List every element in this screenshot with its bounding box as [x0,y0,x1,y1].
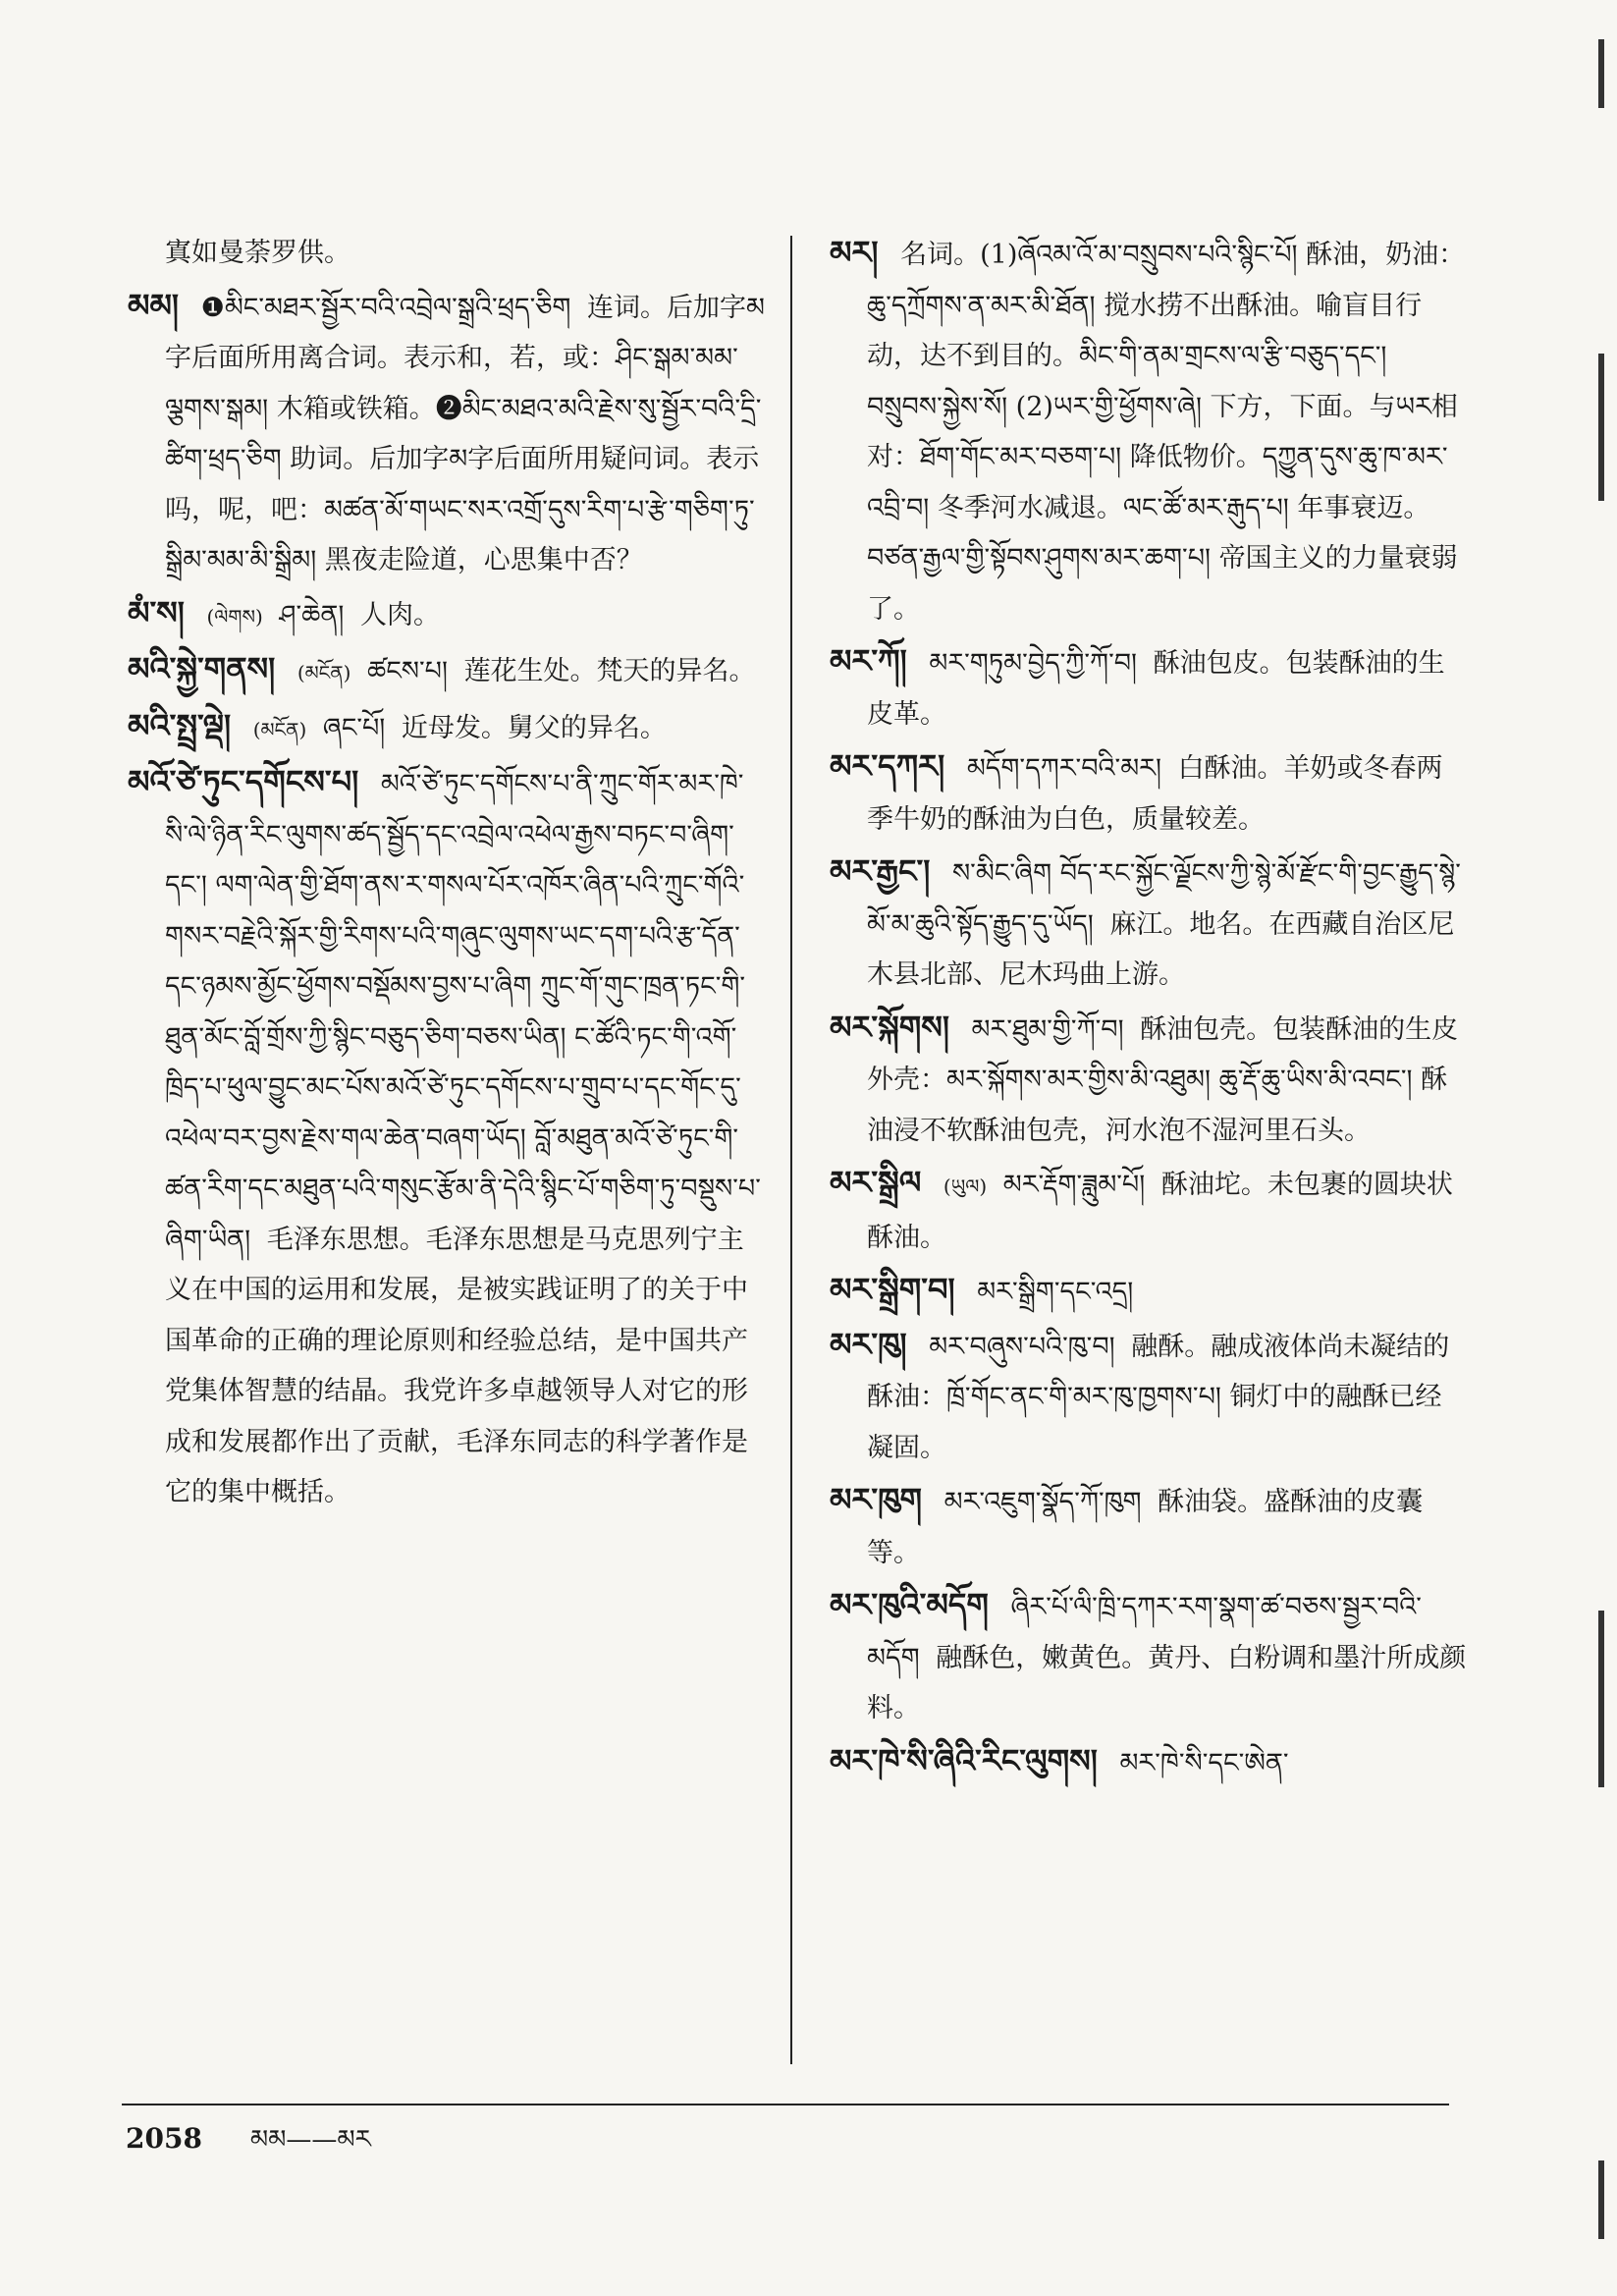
entry-headword: མའི་སྐྱེ་གནས། [128,650,276,687]
entry-headword: མར་སྐོགས། [830,1008,949,1046]
left-column [128,228,766,1520]
entry-tibetan-definition: མར་ཐུམ་གྱི་ཀོ་བ། [971,1013,1124,1045]
entry-chinese-definition: 名词。(1)ཞོའམ་འོ་མ་བསྲུབས་པའི་སྙིང་པོ། 酥油，奶油：ཆུ་དཀྲོགས་ན་མར་མི་ཐོན། 搅水捞不出酥油。喻盲目行动，达不到目的。མིང་གི་ནམ་གྲངས་ལ་རྩི་བཅུད་དང་། བསྲུབས་སྐྱེས་སོ། (2)ཡར་གྱི་ཕྱོགས་ཞེ། 下方，下面。与ཡར相对：ཐོག་གོང་མར་བཅག་པ། 降低物价。དཀྱུན་དུས་ཆུ་ཁ་མར་འབྲི་བ། 冬季河水减退。ལང་ཚོ་མར་རྒུད་པ། 年事衰迈。བཙན་རྒྱལ་གྱི་སྟོབས་ཤུགས་མར་ཆག་པ། 帝国主义的力量衰弱了。 [867,240,1466,625]
entry-tibetan-definition: ས་མིང་ཞིག བོད་རང་སྐྱོང་ལྗོངས་ཀྱི་སྙེ་མོ་རྫོང་གི་བྱང་རྒྱུད་སྙེ་མོ་མ་ཆུའི་སྟོད་རྒྱུད་དུ་ཡོད། [867,858,1461,940]
entry-chinese-definition: 酥油坨。未包裹的圆块状酥油。 [867,1170,1453,1253]
footer-rule [122,2104,1449,2105]
entry-headword: མར་སྒྲིག་བ། [830,1271,955,1308]
entry-tibetan-definition: མདོག་དཀར་བའི་མར། [966,753,1161,784]
dictionary-entry [830,1158,1468,1263]
dictionary-entry [830,1580,1468,1734]
entry-chinese-definition: 麻江。地名。在西藏自治区尼木县北部、尼木玛曲上游。 [867,908,1455,990]
entry-chinese-definition: 融酥。融成液体尚未凝结的酥油：ཁྲོ་གོང་ནང་གི་མར་ཁུ་ཁྱགས་པ། 铜灯中的融酥已经凝固。 [867,1331,1450,1463]
entry-tibetan-definition: ཞང་པོ། [322,712,386,743]
entry-headword: མཾ་ས། [128,593,185,631]
entry-headword: མར་ཁུའི་མདོག [830,1586,989,1623]
dictionary-entry [830,1475,1468,1578]
dictionary-entry [830,847,1468,1001]
dictionary-entry [128,281,766,586]
entry-chinese-definition: 莲花生处。梵天的异名。 [463,656,756,686]
entry-headword: མམ། [128,286,180,324]
entry-headword: མར་རྒྱང་། [830,852,931,890]
page-footer [126,2111,371,2183]
dictionary-entry [128,588,766,643]
dictionary-entry [128,757,766,1518]
column-divider [790,236,792,2064]
entry-tibetan-definition: མར་རྡོག་ཟླུམ་པོ། [1002,1170,1146,1200]
entry-chinese-definition: 白酥油。羊奶或冬春两季牛奶的酥油为白色，质量较差。 [867,753,1443,835]
dictionary-entry [830,1265,1468,1318]
entry-source-tag: (མངོན) [252,717,307,741]
dictionary-entry [830,636,1468,739]
entry-headword: མར། [830,234,879,271]
entry-headword: མར་ཁུག [830,1481,923,1518]
dictionary-entry [128,228,766,279]
entry-headword: མར་ཀོ། [830,642,907,680]
dictionary-entry [830,741,1468,845]
entry-tibetan-definition: མར་སྒྲིག་དང་འདྲ། [977,1277,1134,1307]
entry-headword: མར་སྒྲིལ [830,1164,922,1201]
entry-tibetan-definition: མར་འཇུག་སྣོད་ཀོ་ཁུག [943,1487,1142,1517]
entry-chinese-definition: 融酥色，嫩黄色。黄丹、白粉调和墨汁所成颜料。 [867,1642,1467,1723]
entry-headword: མར་ཁེ་སི་ཞིའི་རིང་ལུགས། [830,1741,1098,1779]
entry-chinese-definition: 酥油袋。盛酥油的皮囊等。 [867,1487,1424,1568]
entry-tibetan-definition: མར་གཏུམ་བྱེད་ཀྱི་ཀོ་བ། [929,648,1138,679]
entry-tibetan-definition: མའོ་ཙེ་ཏུང་དགོངས་པ་ནི་ཀྲུང་གོར་མར་ཁེ་སི་ལེ་ཉིན་རིང་ལུགས་ཚད་སྦྱོད་དང་འབྲེལ་འཕེལ་རྒྱས་བཏང་བ་ཞིག་དང་། ལག་ལེན་གྱི་ཐོག་ནས་ར་གསལ་པོར་འཁོར་ཞིན་པའི་ཀྲུང་གོའི་གསར་བརྗེའི་སྐོར་གྱི་རིགས་པའི་གཞུང་ལུགས་ཡང་དག་པའི་རྩ་དོན་དང་ཉམས་མྱོང་ཕྱོགས་བསྡོམས་བྱས་པ་ཞིག ཀྲུང་གོ་གུང་ཁྲན་ཏང་གི་ཐུན་མོང་བློ་གྲོས་ཀྱི་སྙིང་བཅུད་ཅིག་བཅས་ཡིན། ང་ཚོའི་ཏང་གི་འགོ་ཁྲིད་པ་ཕུལ་བྱུང་མང་པོས་མའོ་ཙེ་ཏུང་དགོངས་པ་གྲུབ་པ་དང་གོང་དུ་འཕེལ་བར་བྱས་རྗེས་གལ་ཆེན་བཞག་ཡོད། བློ་མཐུན་མའོ་ཙེ་ཏུང་གི་ཚན་རིག་དང་མཐུན་པའི་གསུང་རྩོམ་ནི་དེའི་སྙིང་པོ་གཅིག་ཏུ་བསྡུས་པ་ཞིག་ཡིན། [165,769,761,1255]
dictionary-entry [830,228,1468,634]
entry-tibetan-definition: ཞིར་པོ་ལི་ཁྲི་དཀར་རག་སྣག་ཚ་བཅས་སྦྱར་བའི་མདོག [867,1592,1422,1673]
entry-headword: མར་ཁུ། [830,1325,907,1363]
entry-chinese-definition: 人肉。 [359,599,440,630]
entry-chinese-definition: 近母发。舅父的异名。 [401,712,667,743]
entry-tibetan-definition: མར་ཁེ་སི་དང་ཨེན་ [1119,1747,1289,1778]
entry-chinese-definition: 酥油包皮。包装酥油的生皮革。 [867,648,1445,730]
dictionary-entry [830,1736,1468,1789]
entry-headword: མའི་སྤྲ་ལྡེ། [128,706,232,744]
dictionary-entry [128,701,766,756]
entry-tibetan-definition: ཚངས་པ། [366,656,448,686]
entry-tibetan-definition: མར་བཞུས་པའི་ཁུ་བ། [929,1331,1115,1362]
entry-source-tag: (ཡུལ) [943,1175,988,1198]
dictionary-entry [128,644,766,699]
right-column [830,228,1468,1790]
entry-source-tag: (ལེགས) [206,604,263,629]
page-range: མམ——མར [249,2125,371,2155]
entry-headword: མའོ་ཙེ་ཏུང་དགོངས་པ། [128,763,359,800]
entry-source-tag: (མངོན) [296,661,351,684]
dictionary-entry [830,1003,1468,1157]
scan-edge-marks [1590,0,1617,2296]
dictionary-entry [830,1320,1468,1474]
entry-headword: མར་དཀར། [830,747,945,785]
entry-chinese-definition: 酥油包壳。包装酥油的生皮外壳：མར་སྐོགས་མར་གྱིས་མི་འཐུམ། ཆུ་རྡོ་ཆུ་ཡིས་མི་འབང་། 酥油浸不软酥油包壳，河水泡不湿河里石头。 [867,1013,1459,1146]
entry-chinese-definition: 连词。后加字མ字后面所用离合词。表示和，若，或：ཤིང་སྒམ་མམ་ལྕགས་སྒམ། 木箱或铁箱。❷མིང་མཐའ་མའི་རྗེས་སུ་སྦྱོར་བའི་དྲི་ཚིག་ཕྲད་ཅིག 助词。后加字མ字后面所用疑问词。表示吗，呢，吧：མཚན་མོ་གཡང་སར་འགྲོ་དུས་རིག་པ་རྩེ་གཅིག་ཏུ་སྒྲིམ་མམ་མི་སྒྲིམ། 黑夜走险道，心思集中否？ [165,292,766,575]
page-number: 2058 [126,2122,202,2155]
entry-tibetan-definition: ❶མིང་མཐར་སྦྱོར་བའི་འབྲེལ་སྒྲའི་ཕྲད་ཅིག [200,292,571,323]
entry-tibetan-definition: ཤ་ཆེན། [279,599,345,630]
entry-chinese-definition: 毛泽东思想。毛泽东思想是马克思列宁主义在中国的运用和发展，是被实践证明了的关于中国革命的正确的理论原则和经验总结，是中国共产党集体智慧的结晶。我党许多卓越领导人对它的形成和发展都作出了贡献，毛泽东同志的科学著作是它的集中概括。 [165,1224,748,1507]
entry-chinese-definition: 寘如曼荼罗供。 [165,238,350,268]
